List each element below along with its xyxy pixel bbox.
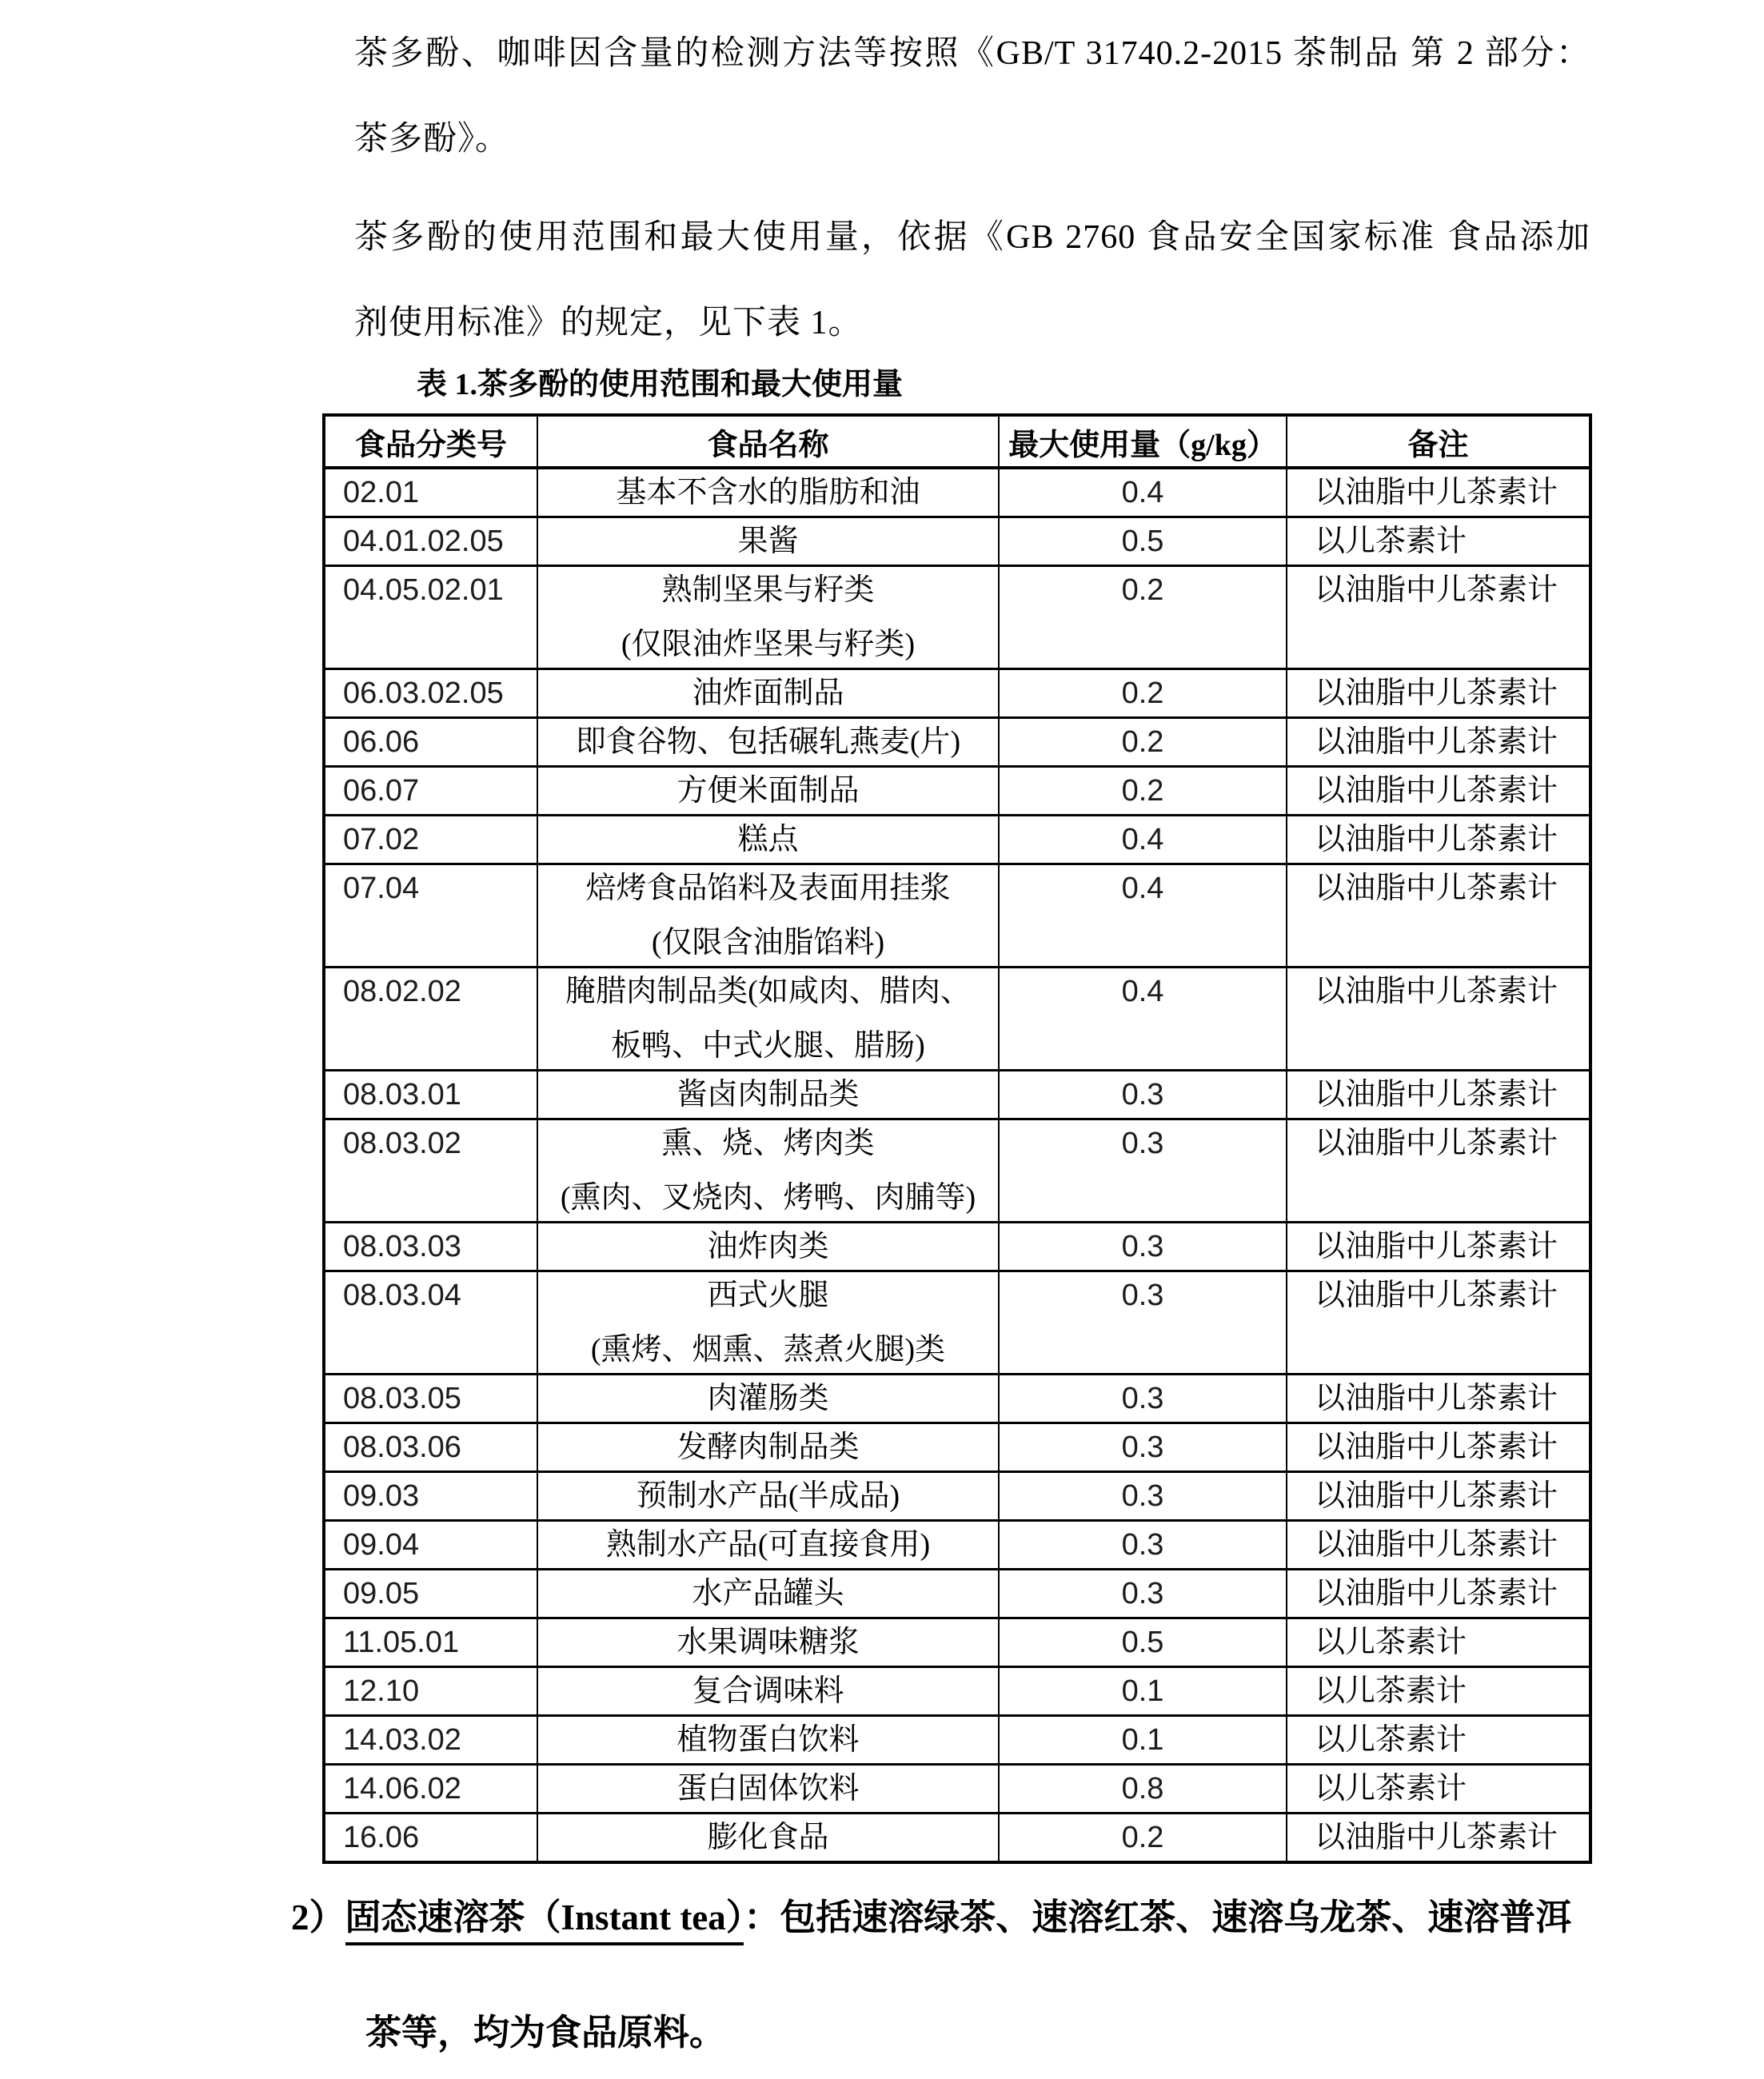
- cell-max-usage: 0.2: [999, 1814, 1287, 1863]
- table-row: [324, 1667, 1590, 1716]
- cell-note: 以油脂中儿茶素计: [1287, 1271, 1590, 1375]
- cell-note: 以油脂中儿茶素计: [1287, 1071, 1590, 1119]
- cell-max-usage: 0.3: [999, 1521, 1287, 1570]
- table-row: [324, 1223, 1590, 1271]
- header-food-name: 食品名称: [537, 415, 999, 468]
- table-row: [324, 1071, 1590, 1119]
- table-row: [324, 566, 1590, 669]
- paragraph-line: 剂使用标准》的规定，见下表 1。: [354, 305, 863, 341]
- cell-note: 以油脂中儿茶素计: [1287, 864, 1590, 968]
- cell-food-category-code: 07.02: [324, 816, 537, 864]
- paragraph-detection-method: [354, 11, 1590, 182]
- cell-food-name: [537, 767, 999, 816]
- cell-note: 以儿茶素计: [1287, 1667, 1590, 1716]
- cell-note: 以油脂中儿茶素计: [1287, 1223, 1590, 1271]
- cell-food-category-code: 04.01.02.05: [324, 517, 537, 566]
- cell-food-name: [537, 1570, 999, 1618]
- food-name-line1: 植物蛋白饮料: [676, 1723, 860, 1757]
- food-name-line1: 果酱: [737, 525, 799, 558]
- cell-food-category-code: 02.01: [324, 468, 537, 517]
- cell-food-category-code: 08.02.02: [324, 968, 537, 1071]
- cell-max-usage: 0.5: [999, 1618, 1287, 1667]
- cell-max-usage: 0.2: [999, 718, 1287, 767]
- table-row: [324, 718, 1590, 767]
- footnote-line1: [291, 1881, 1602, 1954]
- table-row: [324, 1765, 1590, 1814]
- food-name-line1: 糕点: [737, 823, 799, 856]
- cell-food-name: [537, 718, 999, 767]
- food-name-line1: 蛋白固体饮料: [676, 1772, 860, 1806]
- table-row: [324, 1814, 1590, 1863]
- cell-max-usage: 0.2: [999, 767, 1287, 816]
- cell-food-category-code: 08.03.06: [324, 1423, 537, 1472]
- cell-note: 以油脂中儿茶素计: [1287, 1521, 1590, 1570]
- cell-food-name: [537, 468, 999, 517]
- table-header-row: [324, 415, 1590, 468]
- cell-max-usage: 0.3: [999, 1071, 1287, 1119]
- cell-food-category-code: 08.03.03: [324, 1223, 537, 1271]
- cell-food-name: [537, 517, 999, 566]
- cell-max-usage: 0.3: [999, 1271, 1287, 1375]
- cell-food-category-code: 14.03.02: [324, 1716, 537, 1765]
- table-title: 表 1.茶多酚的使用范围和最大使用量: [417, 368, 904, 401]
- cell-note: 以油脂中儿茶素计: [1287, 1423, 1590, 1472]
- cell-food-category-code: 12.10: [324, 1667, 537, 1716]
- table-row: [324, 669, 1590, 718]
- cell-food-category-code: 11.05.01: [324, 1618, 537, 1667]
- cell-food-category-code: 09.05: [324, 1570, 537, 1618]
- food-name-line1: 油炸面制品: [692, 676, 844, 710]
- table-row: [324, 968, 1590, 1071]
- table-row: [324, 864, 1590, 968]
- cell-food-category-code: 14.06.02: [324, 1765, 537, 1814]
- paragraph-usage-scope: [354, 195, 1590, 366]
- food-name-line1: 油炸肉类: [707, 1230, 829, 1263]
- cell-food-name: [537, 1521, 999, 1570]
- cell-food-category-code: 16.06: [324, 1814, 537, 1863]
- cell-food-name: [537, 1375, 999, 1423]
- cell-food-category-code: 06.06: [324, 718, 537, 767]
- usage-table: [322, 413, 1592, 1864]
- cell-note: 以油脂中儿茶素计: [1287, 1375, 1590, 1423]
- cell-food-category-code: 08.03.01: [324, 1071, 537, 1119]
- cell-max-usage: 0.4: [999, 816, 1287, 864]
- cell-note: 以油脂中儿茶素计: [1287, 767, 1590, 816]
- cell-note: 以儿茶素计: [1287, 1765, 1590, 1814]
- food-name-line1: 肉灌肠类: [707, 1382, 829, 1415]
- cell-food-name: [537, 1223, 999, 1271]
- cell-note: 以儿茶素计: [1287, 1618, 1590, 1667]
- cell-food-name: [537, 1667, 999, 1716]
- table-row: [324, 1375, 1590, 1423]
- header-note: 备注: [1287, 415, 1590, 468]
- food-name-line2: (仅限含油脂馅料): [651, 926, 885, 960]
- cell-food-category-code: 04.05.02.01: [324, 566, 537, 669]
- table-row: [324, 1716, 1590, 1765]
- food-name-line2: (熏肉、叉烧肉、烤鸭、肉脯等): [560, 1181, 976, 1215]
- food-name-line1: 西式火腿: [707, 1279, 829, 1312]
- cell-food-name: [537, 1119, 999, 1223]
- food-name-line1: 基本不含水的脂肪和油: [616, 476, 920, 509]
- header-max-usage: 最大使用量（g/kg）: [999, 415, 1287, 468]
- table-row: [324, 1521, 1590, 1570]
- cell-note: 以油脂中儿茶素计: [1287, 669, 1590, 718]
- footnote-instant-tea: [291, 1881, 1602, 2069]
- table-row: [324, 767, 1590, 816]
- table-row: [324, 1423, 1590, 1472]
- table-row: [324, 816, 1590, 864]
- cell-max-usage: 0.4: [999, 864, 1287, 968]
- cell-max-usage: 0.1: [999, 1667, 1287, 1716]
- cell-note: 以油脂中儿茶素计: [1287, 566, 1590, 669]
- table-row: [324, 1570, 1590, 1618]
- cell-max-usage: 0.3: [999, 1472, 1287, 1521]
- cell-food-category-code: 09.04: [324, 1521, 537, 1570]
- cell-note: 以油脂中儿茶素计: [1287, 718, 1590, 767]
- cell-food-name: [537, 816, 999, 864]
- cell-max-usage: 0.8: [999, 1765, 1287, 1814]
- cell-max-usage: 0.2: [999, 669, 1287, 718]
- food-name-line2: 板鸭、中式火腿、腊肠): [611, 1029, 925, 1063]
- food-name-line1: 酱卤肉制品类: [676, 1078, 860, 1111]
- cell-food-category-code: 06.03.02.05: [324, 669, 537, 718]
- table-row: [324, 1472, 1590, 1521]
- cell-food-category-code: 07.04: [324, 864, 537, 968]
- term-colon: ：: [744, 1897, 780, 1937]
- cell-max-usage: 0.3: [999, 1375, 1287, 1423]
- table-row: [324, 1618, 1590, 1667]
- food-name-line1: 熟制水产品(可直接食用): [605, 1528, 931, 1562]
- list-item-number: 2）: [291, 1897, 345, 1937]
- table-row: [324, 468, 1590, 517]
- cell-food-name: [537, 968, 999, 1071]
- cell-note: 以儿茶素计: [1287, 517, 1590, 566]
- cell-food-name: [537, 566, 999, 669]
- paragraph-line: 茶多酚》。: [354, 121, 510, 158]
- food-name-line1: 膨化食品: [707, 1821, 829, 1854]
- cell-food-name: [537, 1814, 999, 1863]
- food-name-line1: 水果调味糖浆: [676, 1626, 860, 1659]
- food-name-line1: 复合调味料: [692, 1674, 844, 1708]
- cell-note: 以油脂中儿茶素计: [1287, 816, 1590, 864]
- food-name-line1: 熟制坚果与籽类: [661, 573, 875, 607]
- paragraph-line: 茶多酚的使用范围和最大使用量，依据《GB 2760 食品安全国家标准 食品添加: [354, 219, 1590, 256]
- footnote-line2: 茶等，均为食品原料。: [365, 2013, 726, 2053]
- food-name-line2: (仅限油炸坚果与籽类): [621, 628, 916, 661]
- food-name-line1: 预制水产品(半成品): [636, 1479, 900, 1513]
- cell-note: 以油脂中儿茶素计: [1287, 968, 1590, 1071]
- food-name-line1: 即食谷物、包括碾轧燕麦(片): [575, 725, 961, 759]
- cell-note: 以油脂中儿茶素计: [1287, 1814, 1590, 1863]
- cell-note: 以油脂中儿茶素计: [1287, 1472, 1590, 1521]
- cell-food-category-code: 06.07: [324, 767, 537, 816]
- cell-food-name: [537, 1618, 999, 1667]
- cell-note: 以儿茶素计: [1287, 1716, 1590, 1765]
- food-name-line1: 水产品罐头: [692, 1577, 844, 1610]
- cell-food-name: [537, 1716, 999, 1765]
- cell-food-category-code: 09.03: [324, 1472, 537, 1521]
- food-name-line1: 发酵肉制品类: [676, 1431, 860, 1464]
- instant-tea-term: 固态速溶茶（Instant tea）: [345, 1897, 744, 1945]
- cell-food-category-code: 08.03.05: [324, 1375, 537, 1423]
- food-name-line1: 焙烤食品馅料及表面用挂浆: [585, 872, 951, 905]
- cell-max-usage: 0.4: [999, 968, 1287, 1071]
- cell-max-usage: 0.4: [999, 468, 1287, 517]
- table-row: [324, 1271, 1590, 1375]
- paragraph-line: 茶多酚、咖啡因含量的检测方法等按照《GB/T 31740.2-2015 茶制品 第 2 部分：: [354, 35, 1590, 72]
- table-row: [324, 517, 1590, 566]
- food-name-line1: 腌腊肉制品类(如咸肉、腊肉、: [565, 975, 971, 1008]
- cell-max-usage: 0.1: [999, 1716, 1287, 1765]
- food-name-line2: (熏烤、烟熏、蒸煮火腿)类: [590, 1333, 946, 1367]
- cell-food-name: [537, 1071, 999, 1119]
- cell-note: 以油脂中儿茶素计: [1287, 468, 1590, 517]
- food-name-line1: 熏、烧、烤肉类: [661, 1127, 875, 1160]
- cell-food-name: [537, 1423, 999, 1472]
- footnote-text: 包括速溶绿茶、速溶红茶、速溶乌龙茶、速溶普洱: [780, 1897, 1572, 1937]
- header-food-category-code: 食品分类号: [324, 415, 537, 468]
- cell-note: 以油脂中儿茶素计: [1287, 1119, 1590, 1223]
- cell-food-category-code: 08.03.04: [324, 1271, 537, 1375]
- cell-max-usage: 0.5: [999, 517, 1287, 566]
- table-row: [324, 1119, 1590, 1223]
- cell-food-category-code: 08.03.02: [324, 1119, 537, 1223]
- cell-max-usage: 0.3: [999, 1119, 1287, 1223]
- cell-max-usage: 0.2: [999, 566, 1287, 669]
- cell-food-name: [537, 1472, 999, 1521]
- cell-max-usage: 0.3: [999, 1570, 1287, 1618]
- cell-note: 以油脂中儿茶素计: [1287, 1570, 1590, 1618]
- cell-food-name: [537, 1271, 999, 1375]
- cell-food-name: [537, 864, 999, 968]
- cell-food-name: [537, 1765, 999, 1814]
- cell-food-name: [537, 669, 999, 718]
- food-name-line1: 方便米面制品: [676, 774, 860, 808]
- cell-max-usage: 0.3: [999, 1223, 1287, 1271]
- cell-max-usage: 0.3: [999, 1423, 1287, 1472]
